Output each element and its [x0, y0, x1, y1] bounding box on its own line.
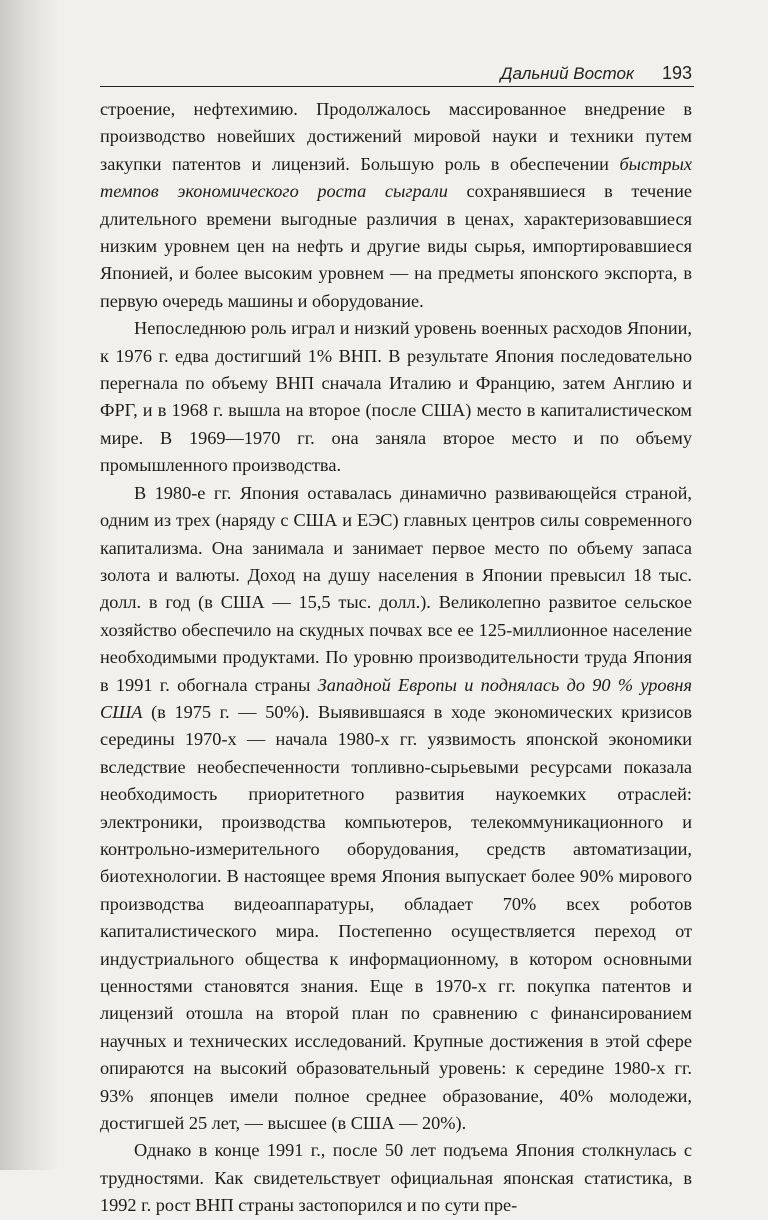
italic-text-run: быстрых темпов экономического роста сыграли [100, 153, 692, 202]
paragraph-4 [100, 1137, 692, 1219]
running-title: Дальний Восток [500, 64, 634, 83]
paragraph-1 [100, 96, 692, 315]
body-text [100, 96, 692, 1220]
paragraph-3 [100, 480, 692, 1138]
text-run: Непоследнюю роль играл и низкий уровень военных расходов Японии, к 1976 г. едва достигший 1% ВНП. В результате Япония последовательно перегнала по объему ВНП сначала Италию и Францию, затем Англию и ФРГ, и в 1968 г. вышла на второе (после США) место в капиталистическом мире. В 1969—1970 гг. она заняла второе место и по объему промышленного производства. [100, 318, 692, 476]
page-gutter-shadow [0, 0, 60, 1170]
paragraph-2 [100, 315, 692, 479]
page-number: 193 [661, 63, 692, 83]
text-run: Однако в конце 1991 г., после 50 лет подъема Япония столкнулась с трудностями. Как свидетельствует официальная японская статистика, в 1992 г. рост ВНП страны застопорился и по сути пре- [100, 1140, 692, 1216]
text-run: строение, нефтехимию. Продолжалось массированное внедрение в производство новейших достижений мировой науки и техники путем закупки патентов и лицензий. Большую роль в обеспечении [100, 99, 692, 174]
text-run: сохранявшиеся в течение длительного времени выгодные различия в ценах, характеризовавшиеся низким уровнем цен на нефть и другие виды сырья, импортировавшиеся Японией, и более высоким уровнем — на предметы японского экспорта, в первую очередь машины и оборудование. [100, 181, 692, 311]
text-run: (в 1975 г. — 50%). Выявившаяся в ходе экономических кризисов середины 1970-х — начала 1980-х гг. уязвимость японской экономики вследствие необеспеченности топливно-сырьевыми ресурсами показала необходимость приоритетного развития наукоемких отраслей: электроники, производства компьютеров, телекоммуникационного и контрольно-измерительного оборудования, средств автоматизации, биотехнологии. В настоящее время Япония выпускает более 90% мирового производства видеоаппаратуры, обладает 70% всех роботов капиталистического мира. Постепенно осуществляется переход от индустриального общества к информационному, в котором основными ценностями становятся знания. Еще в 1970-х гг. покупка патентов и лицензий отошла на второй план по сравнению с финансированием научных и технических исследований. Крупные достижения в этой сфере опираются на высокий образовательный уровень: к середине 1980-х гг. 93% японцев имели полное среднее образование, 40% молодежи, достигшей 25 лет, — высшее (в США — 20%). [100, 701, 692, 1134]
text-run: В 1980-е гг. Япония оставалась динамично развивающейся страной, одним из трех (наряду с США и ЕЭС) главных центров силы современного капитализма. Она занимала и занимает первое место по объему запаса золота и валюты. Доход на душу населения в Японии превысил 18 тыс. долл. в год (в США — 15,5 тыс. долл.). Великолепно развитое сельское хозяйство обеспечило на скудных почвах все ее 125-миллионное население необходимыми продуктами. По уровню производительности труда Япония в 1991 г. обогнала страны [100, 482, 692, 695]
italic-text-run: Западной Европы и поднялась до 90 % уровня США [100, 674, 692, 722]
page-header [100, 60, 694, 87]
